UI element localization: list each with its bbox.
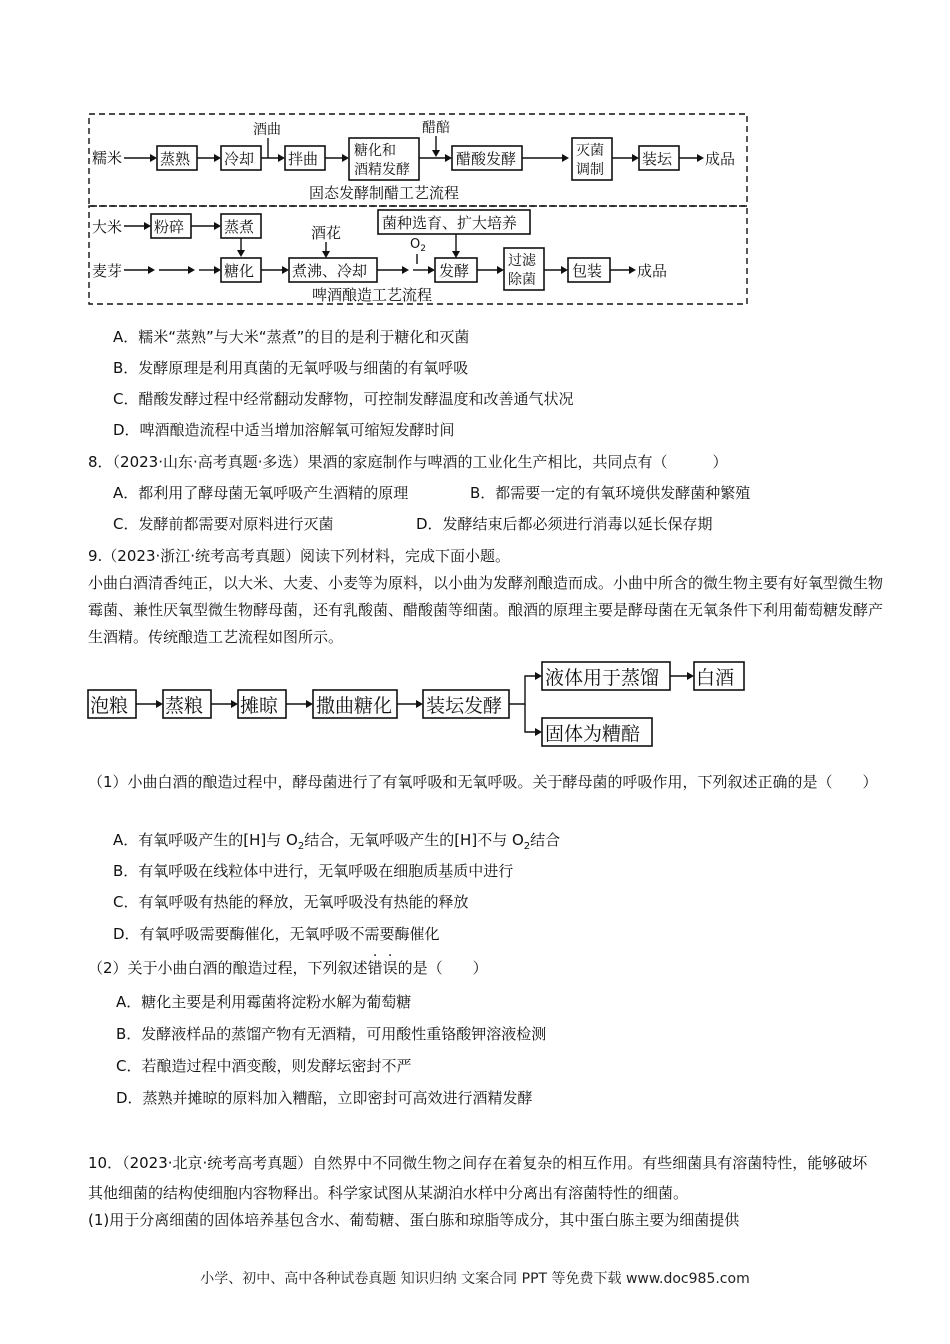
page-footer: 小学、初中、高中各种试卷真题 知识归纳 文案合同 PPT 等免费下载 www.doc985.com (200, 1271, 750, 1287)
q9-sub2-option-c: C．若酿造过程中酒变酸，则发酵坛密封不严 (116, 1057, 412, 1075)
q9-sub1-option-d: D．有氧呼吸需要酶催化，无氧呼吸不需要酶催化 (113, 925, 440, 943)
step-mix-koji: 拌曲 (288, 150, 319, 168)
q9-sub1-stem: （1）小曲白酒的酿造过程中，酵母菌进行了有氧呼吸和无氧呼吸。关于酵母菌的呼吸作用，下列叙述正确的是（ ） (88, 773, 878, 791)
flow-jar-ferment: 装坛发酵 (426, 695, 503, 717)
flow-baijiu: 白酒 (696, 667, 735, 689)
q8-option-b: B．都需要一定的有氧环境供发酵菌种繁殖 (470, 484, 751, 502)
step-package: 包装 (572, 262, 603, 280)
q9-sub2-option-a: A．糖化主要是利用霉菌将淀粉水解为葡萄糖 (116, 993, 412, 1011)
step-cook: 蒸煮 (224, 218, 255, 236)
q9-sub2-option-b: B．发酵液样品的蒸馏产物有无酒精，可用酸性重铬酸钾溶液检测 (116, 1025, 547, 1043)
step-steam: 蒸熟 (160, 150, 191, 168)
oxygen-label: $O_2$ (410, 237, 426, 254)
q9-sub1-option-c: C．有氧呼吸有热能的释放，无氧呼吸没有热能的释放 (113, 893, 469, 911)
flow-steam: 蒸粮 (165, 695, 204, 717)
additive-hops: 酒花 (311, 224, 342, 242)
q8-option-c: C．发酵前都需要对原料进行灭菌 (113, 515, 334, 533)
step-filter: 过滤 (508, 253, 536, 269)
q8-option-a: A．都利用了酵母菌无氧呼吸产生酒精的原理 (113, 484, 409, 502)
q8-stem: 8．（2023·山东·高考真题·多选）果酒的家庭制作与啤酒的工业化生产相比，共同点有（ ） (88, 453, 728, 471)
q9-stem: 9.（2023·浙江·统考高考真题）阅读下列材料，完成下面小题。 (88, 547, 511, 565)
flow-koji-saccharify: 撒曲糖化 (316, 695, 393, 717)
input-malt: 麦芽 (92, 262, 123, 280)
q9-sub1-option-b: B．有氧呼吸在线粒体中进行，无氧呼吸在细胞质基质中进行 (113, 862, 514, 880)
additive-vinegar-mash: 醋醅 (422, 120, 450, 136)
step-acetic-fermentation: 醋酸发酵 (456, 150, 517, 168)
output-product-1: 成品 (705, 150, 736, 168)
flow-soak: 泡粮 (90, 695, 129, 717)
q8-option-d: D．发酵结束后都必须进行消毒以延长保存期 (416, 515, 713, 533)
strain-selection: 菌种选育、扩大培养 (382, 214, 518, 232)
caption-beer: 啤酒酿造工艺流程 (312, 286, 433, 304)
step-crush: 粉碎 (154, 218, 185, 236)
q7-option-d: D．啤酒酿造流程中适当增加溶解氧可缩短发酵时间 (113, 421, 455, 439)
flow-spread-cool: 摊晾 (240, 695, 279, 717)
q7-option-a: A．糯米“蒸熟”与大米“蒸煮”的目的是利于糖化和灭菌 (113, 328, 470, 346)
output-product-2: 成品 (637, 262, 668, 280)
step-saccharify-1: 糖化和 (354, 143, 396, 159)
q10-sub1: (1)用于分离细菌的固体培养基包含水、葡萄糖、蛋白胨和琼脂等成分，其中蛋白胨主要为细菌提供 (88, 1211, 740, 1229)
step-ferment: 发酵 (439, 262, 470, 280)
step-blend: 调制 (576, 162, 604, 178)
step-remove-bacteria: 除菌 (508, 272, 536, 288)
q10-stem: 10．（2023·北京·统考高考真题）自然界中不同微生物之间存在着复杂的相互作用。有些细菌具有溶菌特性，能够破坏其他细菌的结构使细胞内容物释出。科学家试图从某湖泊水样中分离出有溶菌特性的细菌。 (88, 1154, 868, 1202)
step-jar: 装坛 (642, 150, 673, 168)
process-diagram-vinegar-beer (84, 108, 752, 308)
input-rice: 大米 (92, 218, 123, 236)
step-saccharify-2: 酒精发酵 (354, 162, 410, 178)
additive-koji: 酒曲 (253, 122, 281, 138)
step-boil-cool: 煮沸、冷却 (292, 262, 368, 280)
q7-option-c: C．醋酸发酵过程中经常翻动发酵物，可控制发酵温度和改善通气状况 (113, 390, 574, 408)
q9-material: 小曲白酒清香纯正，以大米、大麦、小麦等为原料，以小曲为发酵剂酿造而成。小曲中所含的微生物主要有好氧型微生物霉菌、兼性厌氧型微生物酵母菌，还有乳酸菌、醋酸菌等细菌。酿酒的原理主要是酵母菌在无氧条件下利用葡萄糖发酵产生酒精。传统酿造工艺流程如图所示。 (88, 574, 884, 646)
baijiu-process-diagram (84, 656, 764, 752)
step-cool: 冷却 (224, 150, 255, 168)
q7-option-b: B．发酵原理是利用真菌的无氧呼吸与细菌的有氧呼吸 (113, 359, 469, 377)
flow-solid-mash: 固体为糟醅 (545, 723, 641, 745)
step-sterilize: 灭菌 (576, 143, 604, 159)
input-glutinous-rice: 糯米 (92, 149, 123, 167)
caption-vinegar: 固态发酵制醋工艺流程 (309, 184, 460, 202)
q9-sub1-option-a: A．有氧呼吸产生的[H]与 $O_2$结合，无氧呼吸产生的[H]不与 $O_2$结合 (113, 831, 561, 852)
step-saccharify: 糖化 (224, 262, 255, 280)
q9-sub2-stem: （2）关于小曲白酒的酿造过程，下列叙述错误的是（ ） (88, 959, 488, 977)
q9-sub2-option-d: D．蒸熟并摊晾的原料加入糟醅，立即密封可高效进行酒精发酵 (116, 1089, 533, 1107)
flow-liquid-distill: 液体用于蒸馏 (545, 667, 660, 689)
